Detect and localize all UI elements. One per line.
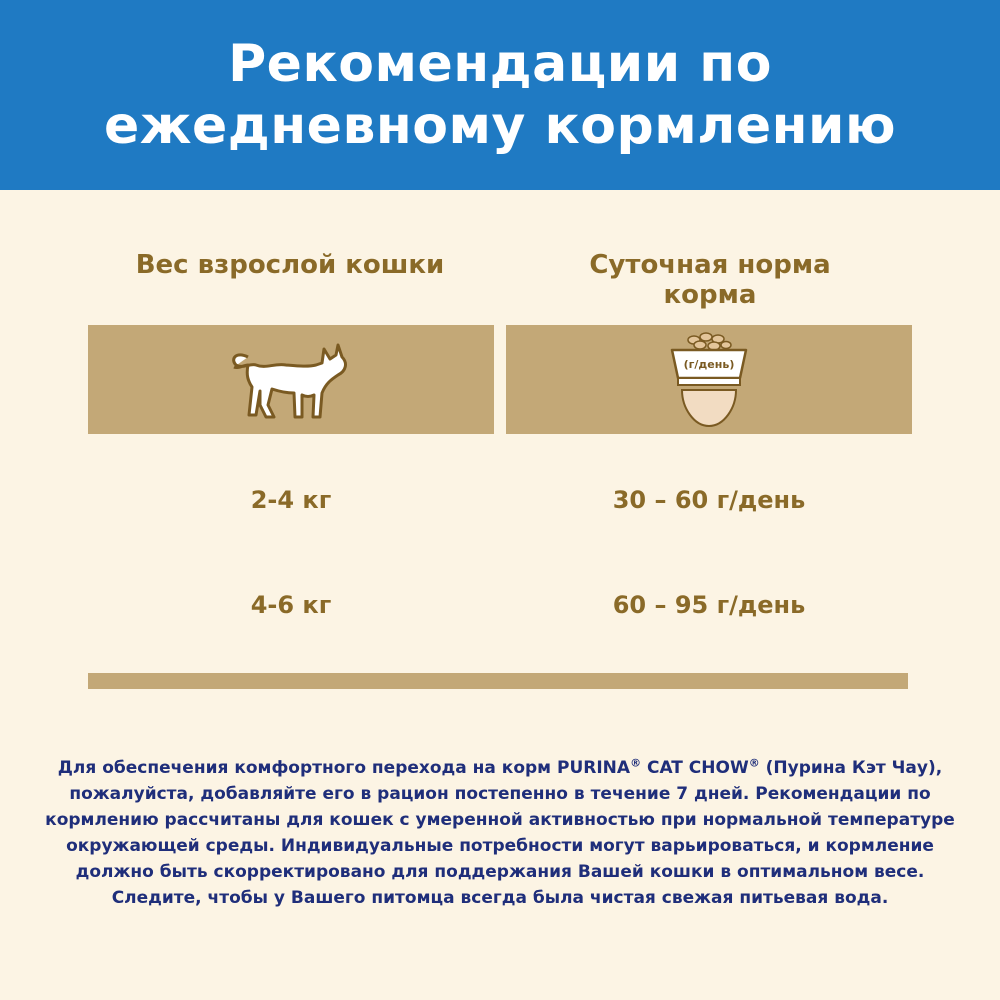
amount-cell-row-2: 60 – 95 г/день — [612, 591, 806, 619]
cat-silhouette-icon — [226, 335, 356, 425]
food-bowl-icon — [664, 330, 754, 430]
amount-cell-row-1: 30 – 60 г/день — [612, 486, 806, 514]
weight-cell-row-2: 4-6 кг — [250, 591, 332, 619]
weight-icon-panel — [88, 325, 494, 434]
page-title-line-2: ежедневному кормлению — [103, 96, 897, 156]
table-bottom-divider — [88, 673, 908, 689]
registered-mark-1: ® — [630, 756, 642, 770]
header-banner — [0, 0, 1000, 190]
feeding-note — [40, 755, 960, 911]
registered-mark-2: ® — [748, 756, 760, 770]
amount-icon-panel — [506, 325, 912, 434]
column-header-daily-amount-line-2: корма — [663, 280, 757, 310]
note-part-1: Для обеспечения комфортного перехода на корм PURINA — [57, 758, 631, 778]
note-brand: CAT CHOW — [641, 758, 749, 778]
bowl-label: (г/день) — [683, 357, 735, 371]
weight-cell-row-1: 2-4 кг — [250, 486, 332, 514]
note-part-3: (Пурина Кэт Чау), пожалуйста, добавляйте его в рацион постепенно в течение 7 дней. Рекомендации по кормлению рассчитаны для кошек с умеренной активностью при нормальной температуре окружающей среды. Индивидуальные потребности могут варьироваться, и кормление должно быть скорректировано для поддержания Вашей кошки в оптимальном весе. Следите, чтобы у Вашего питомца всегда была чистая свежая питьевая вода. — [45, 758, 955, 908]
page-title-line-1: Рекомендации по — [228, 34, 772, 94]
column-header-daily-amount-line-1: Суточная норма — [589, 250, 831, 280]
column-header-daily-amount — [510, 250, 910, 310]
column-header-weight: Вес взрослой кошки — [135, 250, 445, 280]
